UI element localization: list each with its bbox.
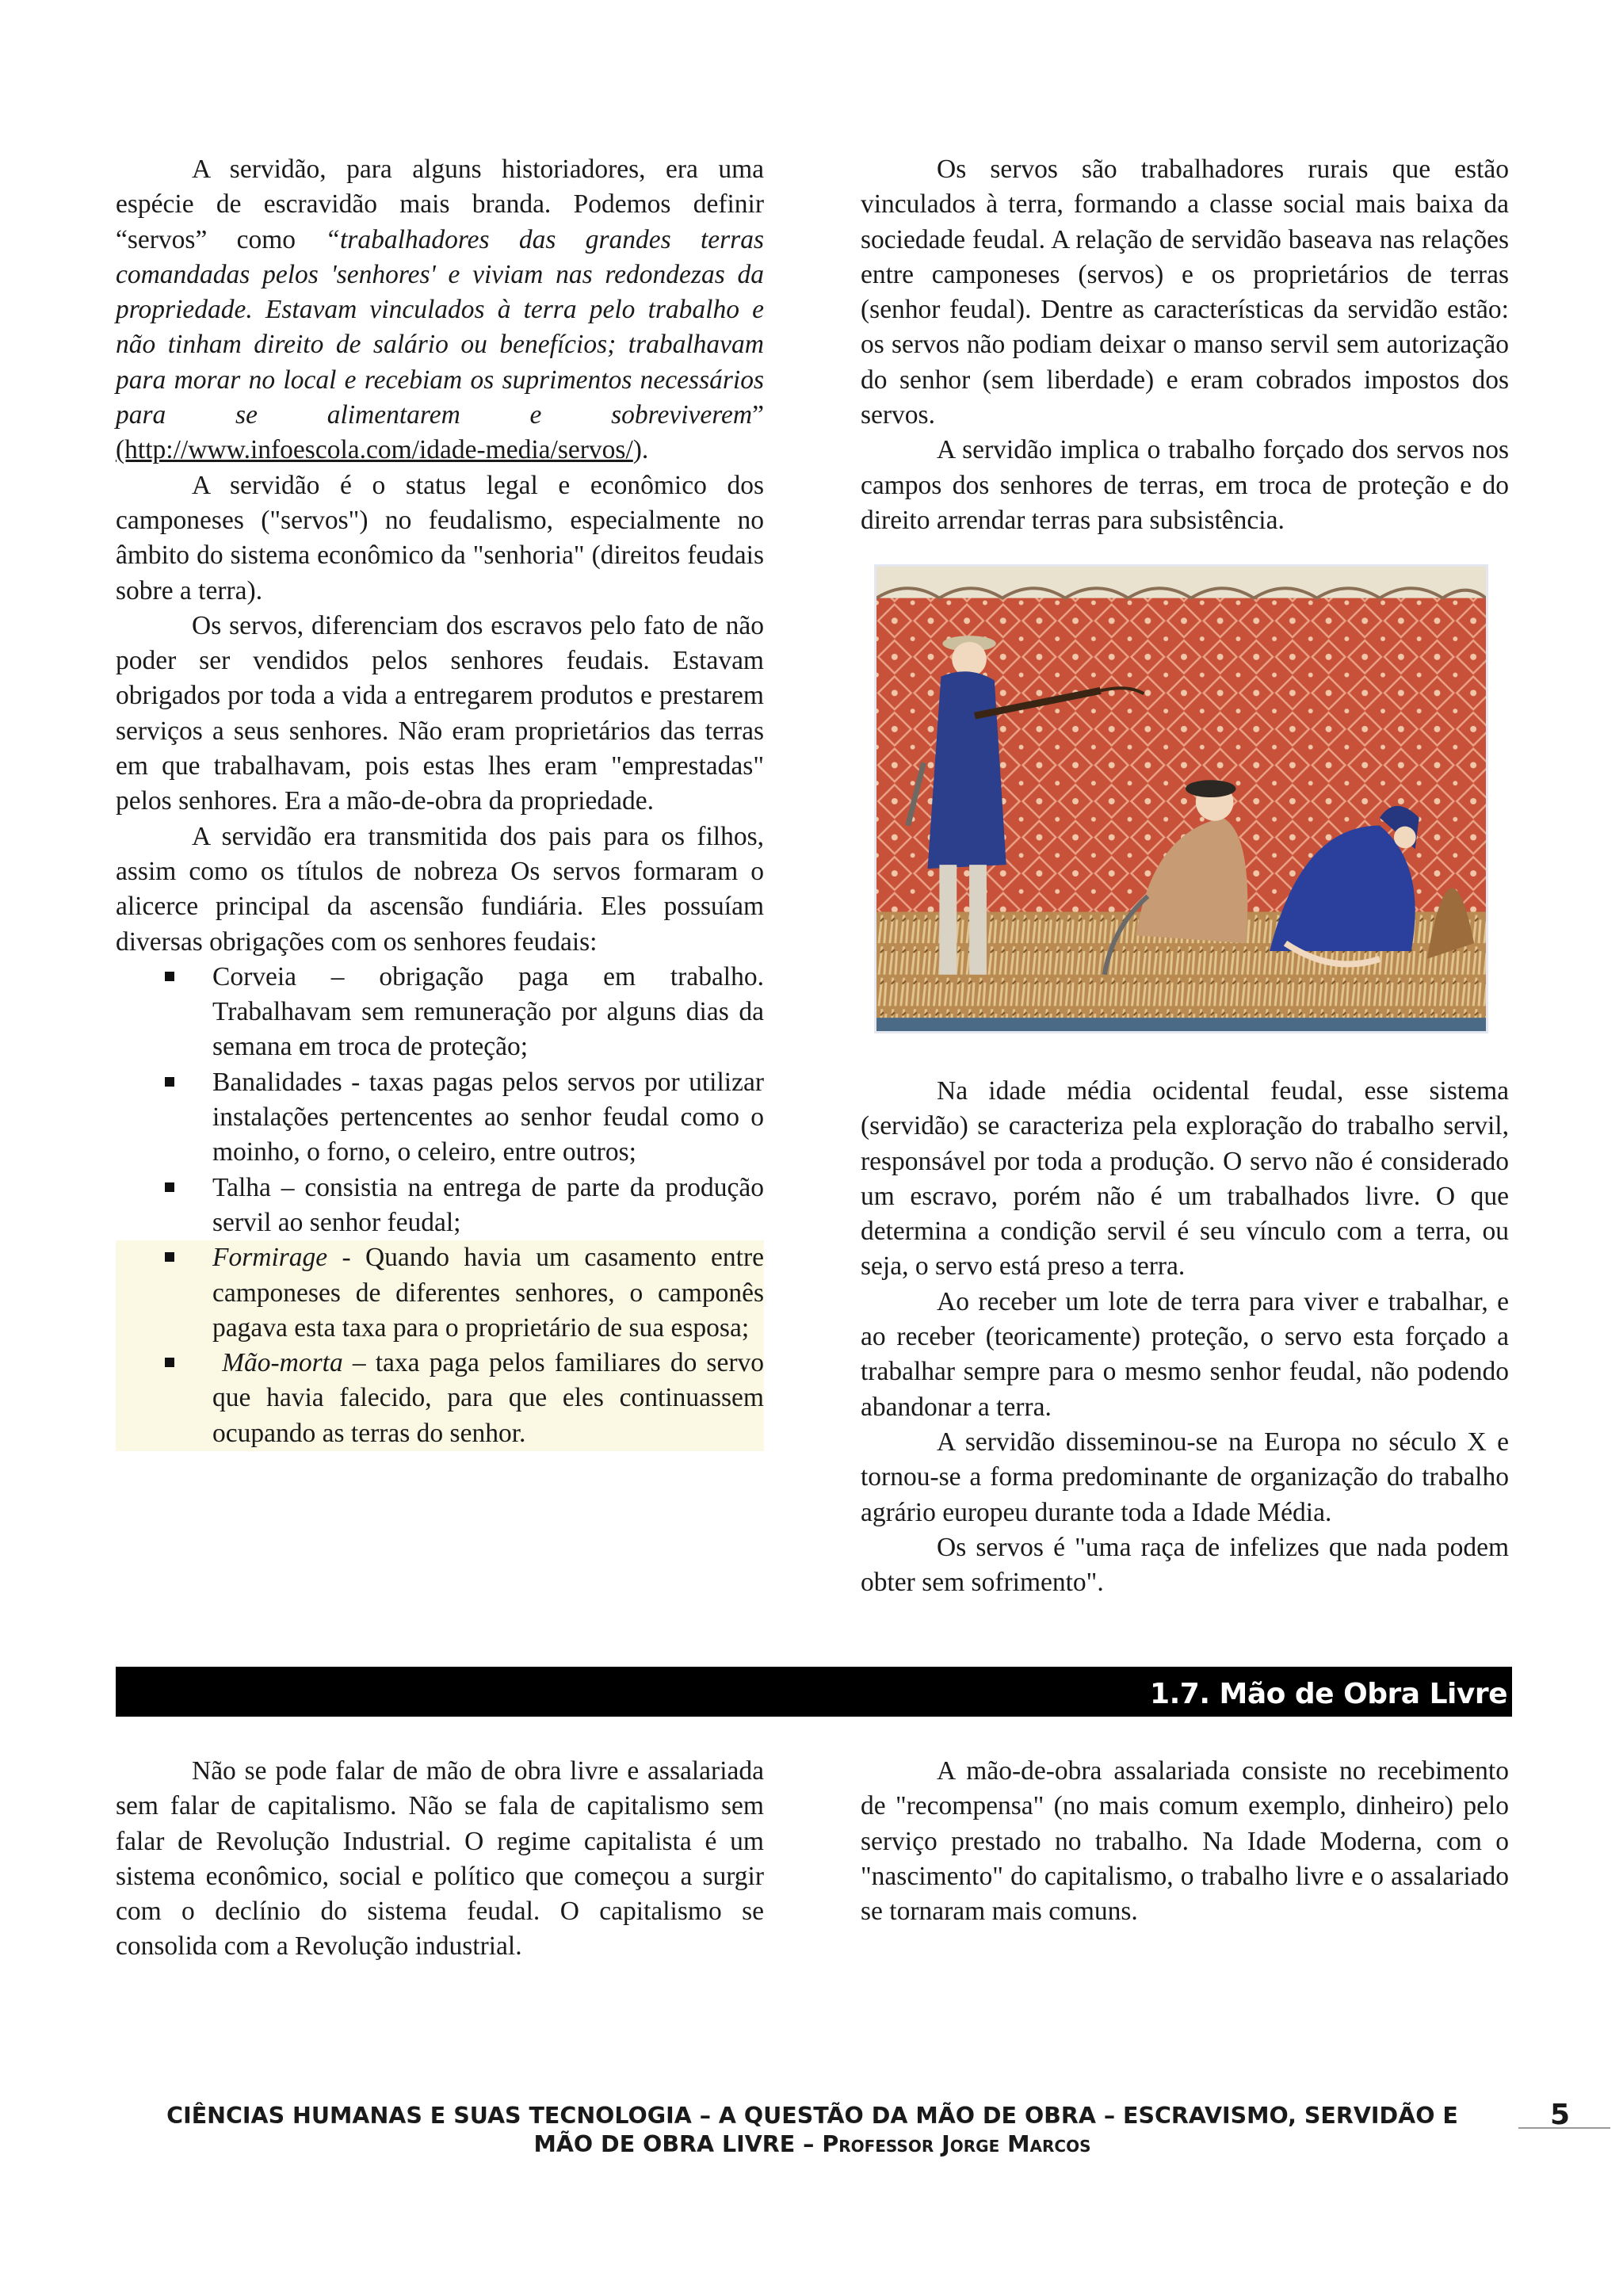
list-item-mao-morta: Mão-morta – taxa paga pelos familiares do servo que havia falecido, para que eles continuassem ocupando as terras do senhor. [116,1346,764,1451]
list-item-banalidades: Banalidades - taxas pagas pelos servos por utilizar instalações pertencentes ao senhor feudal como o moinho, o forno, o celeiro, entre outros; [116,1065,764,1171]
section-header-bar [116,1667,1512,1717]
right-column-bottom [861,1074,1509,1600]
paragraph-trabalho-forcado: A servidão implica o trabalho forçado dos servos nos campos dos senhores de terras, em troca de proteção e do direito arrendar terras para subsistência. [861,435,1509,535]
paragraph-europa-seculo-x: A servidão disseminou-se na Europa no século X e tornou-se a forma predominante de organização do trabalho agrário europeu durante toda a Idade Média. [861,1427,1509,1527]
paragraph-capitalismo: Não se pode falar de mão de obra livre e assalariada sem falar de capitalismo. Não se fala de capitalismo sem falar de Revolução Industrial. O regime capitalista é um sistema econômico, social e político que começou a surgir com o declínio do sistema feudal. O capitalismo se consolida com a Revolução industrial. [116,1756,764,1962]
paragraph-servos-escravos: Os servos, diferenciam dos escravos pelo fato de não poder ser vendidos pelos senhores feudais. Estavam obrigados por toda a vida a entregarem produtos e prestarem serviços a seus senhores. Não eram proprietários das terras em que trabalhavam, pois estas lhes eram "emprestadas" pelos senhores. Era a mão-de-obra da propriedade. [116,610,764,816]
paragraph-transmissao: A servidão era transmitida dos pais para os filhos, assim como os títulos de nobreza Os servos formaram o alicerce principal da ascensão fundiária. Eles possuíam diversas obrigações com os senhores feudais: [116,821,764,957]
infoescola-link[interactable]: (http://www.infoescola.com/idade-media/servos/ [116,435,633,465]
paragraph-servos-rurais: Os servos são trabalhadores rurais que estão vinculados à terra, formando a classe social mais baixa da sociedade feudal. A relação de servidão baseava nas relações entre camponeses (servos) e os proprietários de terras (senhor feudal). Dentre as características da servidão estão: os servos não podiam deixar o manso servil sem autorização do senhor (sem liberdade) e eram cobrados impostos dos servos. [861,155,1509,430]
right-column-top [861,152,1509,538]
paragraph-assalariada: A mão-de-obra assalariada consiste no recebimento de "recompensa" (no mais comum exemplo, dinheiro) pelo serviço prestado no trabalho. Na Idade Moderna, com o "nascimento" do capitalismo, o trabalho livre e o assalariado se tornaram mais comuns. [861,1756,1509,1927]
list-item-talha: Talha – consistia na entrega de parte da produção servil ao senhor feudal; [116,1171,764,1241]
footer-author: Professor Jorge Marcos [822,2131,1091,2157]
left-column [116,152,764,1451]
footer-line-2: MÃO DE OBRA LIVRE – Professor Jorge Marcos [533,2131,1091,2157]
page-number: 5 [1550,2099,1571,2131]
paragraph-idade-media: Na idade média ocidental feudal, esse sistema (servidão) se caracteriza pela exploração do trabalho servil, responsável por toda a produção. O servo não é considerado um escravo, porém não é um trabalhados livre. O que determina a condição servil é seu vínculo com a terra, ou seja, o servo está preso a terra. [861,1076,1509,1282]
illustration-svg [876,567,1486,1031]
section-left-column [116,1754,764,1965]
paragraph-raca-infelizes: Os servos é "uma raça de infelizes que nada podem obter sem sofrimento". [861,1532,1509,1598]
paragraph-status-legal: A servidão é o status legal e econômico dos camponeses ("servos") no feudalismo, especialmente no âmbito do sistema econômico da "senhoria" (direitos feudais sobre a terra). [116,470,764,606]
footer-line-1: CIÊNCIAS HUMANAS E SUAS TECNOLOGIA – A QUESTÃO DA MÃO DE OBRA – ESCRAVISMO, SERVIDÃO E [166,2103,1458,2129]
obrigacoes-list [116,960,764,1451]
medieval-serfs-illustration-icon [874,564,1488,1033]
section-title: 1.7. Mão de Obra Livre [1150,1678,1507,1710]
paragraph-lote-terra: Ao receber um lote de terra para viver e trabalhar, e ao receber (teoricamente) proteção, o servo esta forçado a trabalhar sempre para o mesmo senhor feudal, não podendo abandonar a terra. [861,1286,1509,1422]
list-item-formirage: Formirage - Quando havia um casamento entre camponeses de diferentes senhores, o camponês pagava esta taxa para o proprietário de sua esposa; [116,1240,764,1346]
paragraph-servidao-definicao: A servidão, para alguns historiadores, era uma espécie de escravidão mais branda. Podemos definir “servos” como “trabalhadores das grandes terras comandadas pelos 'senhores' e viviam nas redondezas da propriedade. Estavam vinculados à terra pelo trabalho e não tinham direito de salário ou benefícios; trabalhavam para morar no local e recebiam os suprimentos necessários para se alimentarem e sobreviverem” (http://www.infoescola.com/idade-media/servos/). [116,155,764,465]
section-right-column [861,1754,1509,1929]
page-footer [135,2102,1490,2159]
list-item-corveia: Corveia – obrigação paga em trabalho. Trabalhavam sem remuneração por alguns dias da semana em troca de proteção; [116,960,764,1065]
